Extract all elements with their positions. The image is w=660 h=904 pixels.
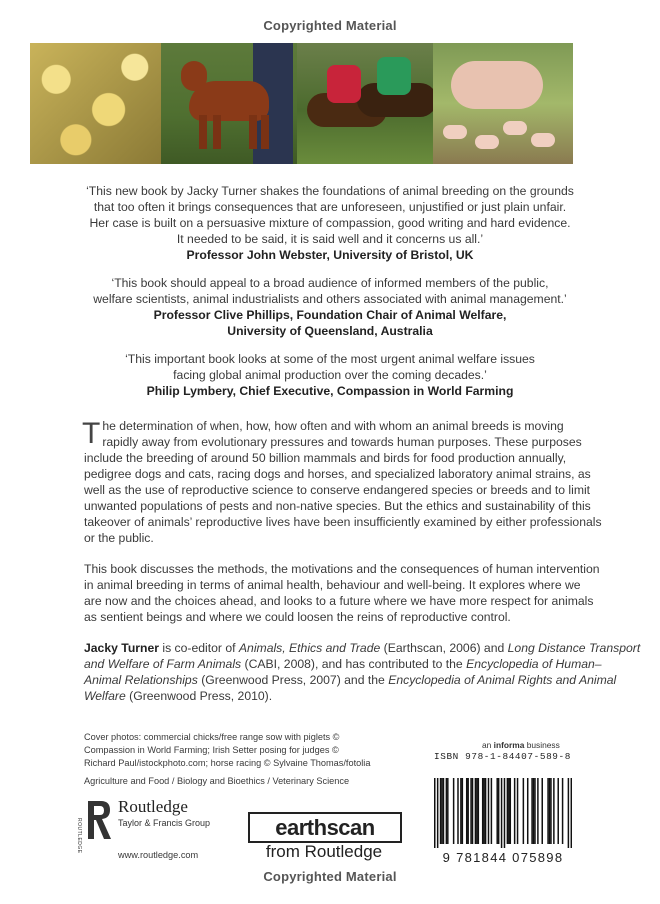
barcode-bar xyxy=(501,778,503,848)
informa-brand: informa xyxy=(493,740,525,750)
barcode-bar xyxy=(485,778,487,844)
piglet xyxy=(475,135,499,149)
barcode-bar xyxy=(507,778,509,844)
blurb-line: include the breeding of around 50 billion mammals and birds for food production annually, xyxy=(84,451,567,465)
barcode-bar xyxy=(533,778,535,844)
barcode-bar xyxy=(446,778,448,844)
barcode-digits: 9 781844 075898 xyxy=(442,850,564,865)
bio-title: Animals, Ethics and Trade xyxy=(238,641,381,655)
barcode-bar xyxy=(537,778,539,844)
barcode-bar xyxy=(547,778,549,844)
informa-text: business xyxy=(524,740,560,750)
barcode-bar xyxy=(541,778,543,844)
blurb-line: are now and the choices ahead, and looks to a future where we have more respect for animals xyxy=(84,594,594,608)
review-quote-lymbery xyxy=(0,351,660,399)
drop-cap: T xyxy=(82,417,101,450)
barcode-bar xyxy=(443,778,445,844)
dog-leg xyxy=(261,115,269,149)
barcode-bar xyxy=(568,778,570,848)
sow-body xyxy=(451,61,543,109)
irish-setter-photo xyxy=(161,43,297,164)
jockey-1 xyxy=(327,65,361,103)
quote-line: ‘This book should appeal to a broad audience of informed members of the public, xyxy=(111,276,549,290)
bio-title: Welfare xyxy=(84,689,126,703)
bio-text: (Earthscan, 2006) and xyxy=(380,641,508,655)
isbn-label: ISBN 978-1-84407-589-8 xyxy=(434,751,571,762)
barcode-bar xyxy=(460,778,462,844)
barcode-bar xyxy=(496,778,498,844)
jockey-2 xyxy=(377,57,411,95)
piglet xyxy=(531,133,555,147)
barcode-bar xyxy=(462,778,464,844)
author-name: Jacky Turner xyxy=(84,641,159,655)
quote-attribution: University of Queensland, Australia xyxy=(227,324,433,338)
routledge-r-icon xyxy=(84,797,114,843)
bio-title: Animal Relationships xyxy=(84,673,198,687)
barcode-bar xyxy=(475,778,477,844)
dog-leg xyxy=(249,115,257,149)
bio-title: and Welfare of Farm Animals xyxy=(84,657,242,671)
barcode-bar xyxy=(517,778,519,844)
publisher-url[interactable]: www.routledge.com xyxy=(118,850,199,860)
blurb-line: well as the use of reproductive science to conserve endangered species or breeds and to limit xyxy=(84,483,591,497)
cover-photo-strip xyxy=(30,43,573,164)
blurb-line: rapidly away from evolutionary pressures and towards human purposes. These purposes xyxy=(102,435,582,449)
barcode-bar xyxy=(457,778,459,844)
routledge-wordmark xyxy=(118,797,210,829)
quote-line: It needed to be said, it is said well and it concerns us all.’ xyxy=(176,232,484,246)
quote-line: Her case is built on a persuasive mixture of compassion, good writing and hard evidence. xyxy=(89,216,571,230)
blurb-line: in animal breeding in terms of animal health, behaviour and well-being. It explores where we xyxy=(84,578,581,592)
credit-line: Richard Paul/istockphoto.com; horse racing © Sylvaine Thomas/fotolia xyxy=(84,758,371,768)
dog-leg xyxy=(199,115,207,149)
review-quote-phillips xyxy=(0,275,660,339)
piglet xyxy=(503,121,527,135)
earthscan-wordmark: earthscan xyxy=(275,814,375,840)
quote-attribution: Professor John Webster, University of Bristol, UK xyxy=(186,248,474,262)
barcode-bar xyxy=(557,778,559,844)
blurb-paragraph-2 xyxy=(84,561,600,625)
barcode-bar xyxy=(470,778,472,844)
review-quote-webster xyxy=(0,183,660,263)
barcode-bar xyxy=(534,778,536,844)
barcode-bar xyxy=(550,778,552,844)
barcode-bar xyxy=(504,778,506,848)
chicks-photo xyxy=(30,43,161,164)
barcode-bar xyxy=(510,778,512,844)
quote-attribution: Professor Clive Phillips, Foundation Chair of Animal Welfare, xyxy=(153,308,507,322)
photo-credits xyxy=(84,731,370,770)
bio-text: (Greenwood Press, 2007) and the xyxy=(197,673,389,687)
barcode-bar xyxy=(553,778,555,844)
bio-title: Encyclopedia of Human– xyxy=(466,657,602,671)
blurb-line: or the public. xyxy=(84,531,154,545)
bio-text: (CABI, 2008), and has contributed to the xyxy=(241,657,467,671)
barcode-bar xyxy=(434,778,436,848)
horse-racing-photo xyxy=(297,43,433,164)
subject-categories: Agriculture and Food / Biology and Bioethics / Veterinary Science xyxy=(84,776,350,786)
barcode-bar xyxy=(482,778,484,844)
author-bio xyxy=(84,640,641,704)
barcode-bar xyxy=(466,778,468,844)
quote-attribution: Philip Lymbery, Chief Executive, Compassion in World Farming xyxy=(146,384,514,398)
credit-line: Compassion in World Farming; Irish Setter posing for judges © xyxy=(84,745,339,755)
barcode-bar xyxy=(508,778,510,844)
barcode-bar xyxy=(437,778,439,848)
barcode-bar xyxy=(478,778,480,844)
bio-text: is co-editor of xyxy=(158,641,239,655)
informa-text: an xyxy=(482,740,494,750)
quote-line: that too often it brings consequences that are unforeseen, unjustified or just plain unfair. xyxy=(93,200,567,214)
quote-line: welfare scientists, animal industrialists and others associated with animal management.’ xyxy=(93,292,567,306)
barcode-bar xyxy=(488,778,490,844)
earthscan-tagline: from Routledge xyxy=(265,842,383,861)
dog-head xyxy=(181,61,207,91)
copyright-watermark-top: Copyrighted Material xyxy=(263,18,397,33)
publisher-group: Taylor & Francis Group xyxy=(118,818,211,828)
barcode-bar xyxy=(498,778,500,844)
credit-line: Cover photos: commercial chicks/free range sow with piglets © xyxy=(84,732,340,742)
barcode-bar xyxy=(549,778,551,844)
isbn-barcode xyxy=(434,778,572,848)
piglet xyxy=(443,125,467,139)
barcode-bar xyxy=(571,778,572,848)
barcode-bar xyxy=(441,778,443,844)
quote-line: facing global animal production over the coming decades.’ xyxy=(173,368,487,382)
barcode-bar xyxy=(491,778,493,844)
bio-title: Long Distance Transport xyxy=(507,641,641,655)
dog-leg xyxy=(213,115,221,149)
barcode-bar xyxy=(440,778,442,844)
earthscan-logo xyxy=(248,812,402,843)
copyright-watermark-bottom: Copyrighted Material xyxy=(263,869,397,884)
blurb-line: takeover of animals’ reproductive lives have been insufficiently examined by either professionals xyxy=(84,515,602,529)
barcode-bar xyxy=(523,778,525,844)
blurb-paragraph-1 xyxy=(82,417,602,546)
barcode-bar xyxy=(514,778,516,844)
barcode-bar xyxy=(453,778,455,844)
routledge-logo xyxy=(84,797,114,843)
bio-text: (Greenwood Press, 2010). xyxy=(125,689,273,703)
blurb-line: This book discusses the methods, the motivations and the consequences of human intervention xyxy=(84,562,600,576)
sow-with-piglets-photo xyxy=(433,43,573,164)
publisher-name: Routledge xyxy=(118,797,188,816)
quote-line: ‘This new book by Jacky Turner shakes the foundations of animal breeding on the grounds xyxy=(86,184,574,198)
barcode-bar xyxy=(467,778,469,844)
barcode-bar xyxy=(476,778,478,844)
blurb-line: as sentient beings and where we could loosen the reins of reproductive control. xyxy=(84,610,511,624)
blurb-line: unwanted populations of pests and non-native species. But the ethics and sustainability of this xyxy=(84,499,591,513)
barcode-bar xyxy=(531,778,533,844)
barcode-bar xyxy=(483,778,485,844)
blurb-line: pedigree dogs and cats, racing dogs and horses, and specialized laboratory animal strains, as xyxy=(84,467,591,481)
barcode-bar xyxy=(472,778,474,844)
barcode-bar xyxy=(562,778,564,844)
barcode-bar xyxy=(527,778,529,844)
quote-line: ‘This important book looks at some of the most urgent animal welfare issues xyxy=(125,352,535,366)
barcode-bar xyxy=(447,778,449,844)
informa-business-label xyxy=(482,740,560,750)
blurb-line: he determination of when, how, how often and with whom an animal breeds is moving xyxy=(102,419,564,433)
bio-title: Encyclopedia of Animal Rights and Animal xyxy=(388,673,617,687)
routledge-spine-text: ROUTLEDGE xyxy=(76,818,82,854)
